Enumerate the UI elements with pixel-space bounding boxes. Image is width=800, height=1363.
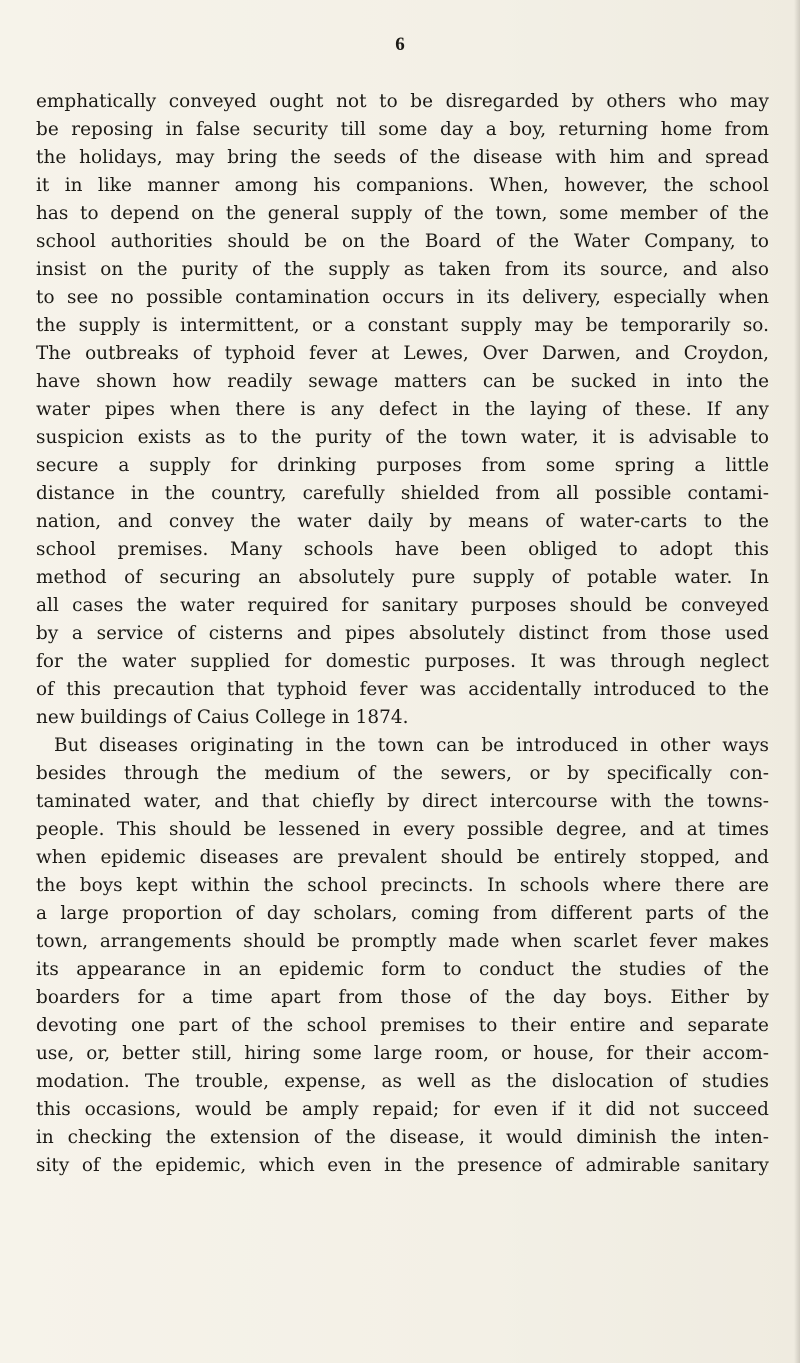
text-line: distance in the country, carefully shielded from all possible contami- [36,483,769,504]
text-line: use, or, better still, hiring some large room, or house, for their accom- [36,1043,769,1064]
text-line: taminated water, and that chiefly by direct intercourse with the towns- [36,791,769,812]
text-line: devoting one part of the school premises to their entire and separate [36,1015,769,1036]
text-line: besides through the medium of the sewers, or by specifically con- [36,763,769,784]
text-line: suspicion exists as to the purity of the town water, it is advisable to [36,427,769,448]
text-line: school authorities should be on the Board of the Water Company, to [36,231,769,252]
paragraph-first-line: But diseases originating in the town can be introduced in other ways [54,735,769,756]
text-line: by a service of cisterns and pipes absolutely distinct from those used [36,623,769,644]
text-line: of this precaution that typhoid fever was accidentally introduced to the [36,679,769,700]
text-line: the boys kept within the school precincts. In schools where there are [36,875,769,896]
text-line: secure a supply for drinking purposes from some spring a little [36,455,769,476]
paragraph-first-line: emphatically conveyed ought not to be disregarded by others who may [36,91,769,112]
text-line: has to depend on the general supply of the town, some member of the [36,203,769,224]
text-line: boarders for a time apart from those of the day boys. Either by [36,987,769,1008]
page-number: 6 [395,34,405,55]
text-line: insist on the purity of the supply as taken from its source, and also [36,259,769,280]
text-line: school premises. Many schools have been obliged to adopt this [36,539,769,560]
text-line: to see no possible contamination occurs in its delivery, especially when [36,287,769,308]
text-line: all cases the water required for sanitary purposes should be conveyed [36,595,769,616]
body-text [36,88,769,1180]
text-line: a large proportion of day scholars, coming from different parts of the [36,903,769,924]
text-line: the holidays, may bring the seeds of the disease with him and spread [36,147,769,168]
text-line: this occasions, would be amply repaid; for even if it did not succeed [36,1099,769,1120]
text-line: nation, and convey the water daily by means of water-carts to the [36,511,769,532]
text-line: modation. The trouble, expense, as well as the dislocation of studies [36,1071,769,1092]
text-line: have shown how readily sewage matters can be sucked in into the [36,371,769,392]
text-line: new buildings of Caius College in 1874. [36,707,409,728]
text-line: its appearance in an epidemic form to conduct the studies of the [36,959,769,980]
text-line: be reposing in false security till some day a boy, returning home from [36,119,769,140]
text-line: it in like manner among his companions. When, however, the school [36,175,769,196]
text-line: town, arrangements should be promptly made when scarlet fever makes [36,931,769,952]
page-edge-shadow [794,0,800,1363]
text-line: The outbreaks of typhoid fever at Lewes, Over Darwen, and Croydon, [36,343,769,364]
text-line: method of securing an absolutely pure supply of potable water. In [36,567,769,588]
text-line: the supply is intermittent, or a constant supply may be temporarily so. [36,315,769,336]
text-line: water pipes when there is any defect in the laying of these. If any [36,399,769,420]
text-line: when epidemic diseases are prevalent should be entirely stopped, and [36,847,769,868]
text-line: for the water supplied for domestic purposes. It was through neglect [36,651,769,672]
text-line: sity of the epidemic, which even in the presence of admirable sanitary [36,1155,769,1176]
text-line: in checking the extension of the disease, it would diminish the inten- [36,1127,769,1148]
text-line: people. This should be lessened in every possible degree, and at times [36,819,769,840]
